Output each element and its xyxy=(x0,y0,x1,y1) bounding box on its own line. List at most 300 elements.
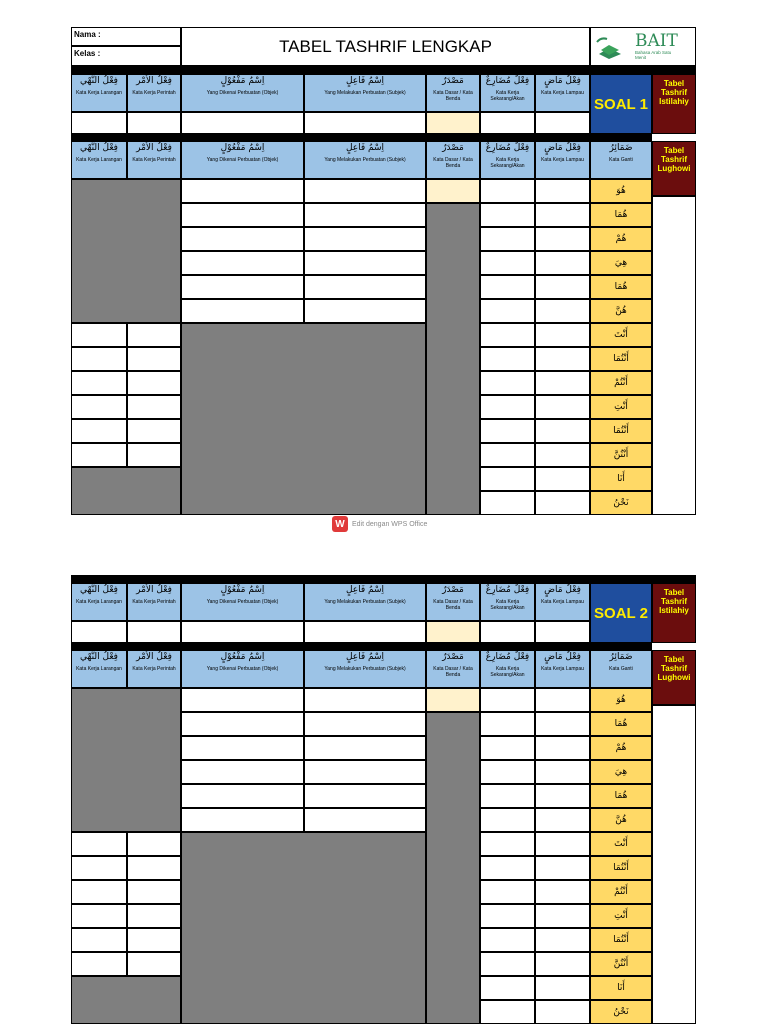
soal2-lughowi-label xyxy=(652,650,696,705)
soal1-madhi-cell-13[interactable] xyxy=(535,491,590,515)
soal2-istilahiy-answer-1[interactable] xyxy=(127,621,181,643)
soal2-mudhari-cell-8[interactable] xyxy=(480,880,535,904)
column-translation-label: Kata Ganti xyxy=(609,157,633,163)
soal1-lughowi-header-5 xyxy=(480,141,535,179)
kelas-label: Kelas : xyxy=(74,49,101,58)
soal1-nahi-cell-7[interactable] xyxy=(71,347,127,371)
soal2-madhi-cell-6[interactable] xyxy=(535,832,590,856)
soal2-pronoun-11 xyxy=(590,952,652,976)
soal2-fail-cell-3[interactable] xyxy=(304,760,426,784)
soal2-label xyxy=(590,583,652,643)
soal2-mudhari-cell-10[interactable] xyxy=(480,928,535,952)
column-translation-label: Yang Dikenai Perbuatan (Objek) xyxy=(206,666,279,672)
soal2-amr-cell-11[interactable] xyxy=(127,952,181,976)
soal1-mudhari-cell-5[interactable] xyxy=(480,299,535,323)
soal2-fail-cell-5[interactable] xyxy=(304,808,426,832)
soal1-mudhari-cell-11[interactable] xyxy=(480,443,535,467)
soal2-istilahiy-answer-5[interactable] xyxy=(480,621,535,643)
soal1-maful-cell-5[interactable] xyxy=(181,299,304,323)
soal1-pronoun-4 xyxy=(590,275,652,299)
pronoun-text: هُمَا xyxy=(614,210,628,220)
lughowi-label-text: Tabel Tashrif Lughowi xyxy=(657,146,691,173)
soal2-mudhari-cell-12[interactable] xyxy=(480,976,535,1000)
soal2-pronoun-10 xyxy=(590,928,652,952)
soal2-maful-cell-1[interactable] xyxy=(181,712,304,736)
soal1-pronoun-10 xyxy=(590,419,652,443)
soal-label-text: SOAL 2 xyxy=(594,604,648,622)
soal2-amr-cell-10[interactable] xyxy=(127,928,181,952)
page-title xyxy=(181,27,590,66)
soal1-pronoun-6 xyxy=(590,323,652,347)
soal2-istilahiy-header-0 xyxy=(71,583,127,621)
soal1-label xyxy=(590,74,652,134)
soal1-istilahiy-answer-2[interactable] xyxy=(181,112,304,134)
pronoun-text: هُمَا xyxy=(614,719,628,729)
soal2-lughowi-header-4 xyxy=(426,650,480,688)
soal2-mudhari-cell-13[interactable] xyxy=(480,1000,535,1024)
soal2-pronoun-9 xyxy=(590,904,652,928)
wps-logo-icon: W xyxy=(332,516,348,532)
istilahiy-label-text: Tabel Tashrif Istilahiy xyxy=(659,588,689,615)
soal2-madhi-cell-0[interactable] xyxy=(535,688,590,712)
pronoun-text: أَنْتِ xyxy=(614,911,628,921)
column-translation-label: Kata Kerja Lampau xyxy=(541,90,584,96)
soal2-pronoun-1 xyxy=(590,712,652,736)
nama-field[interactable] xyxy=(71,27,181,46)
soal2-amr-cell-6[interactable] xyxy=(127,832,181,856)
column-arabic-label: مَصْدَرٌ xyxy=(442,76,464,86)
soal1-fail-maful-blocked xyxy=(181,323,426,515)
soal1-amr-cell-10[interactable] xyxy=(127,419,181,443)
column-arabic-label: فِعْلٌ مَاضٍ xyxy=(544,76,581,86)
soal2-mudhari-cell-2[interactable] xyxy=(480,736,535,760)
soal1-mudhari-cell-10[interactable] xyxy=(480,419,535,443)
soal1-fail-cell-2[interactable] xyxy=(304,227,426,251)
soal1-amr-cell-7[interactable] xyxy=(127,347,181,371)
column-translation-label: Kata Kerja Perintah xyxy=(132,90,176,96)
pronoun-text: أَنْتُمَا xyxy=(613,426,629,436)
soal2-madhi-cell-9[interactable] xyxy=(535,904,590,928)
column-arabic-label: مَصْدَرٌ xyxy=(442,652,464,662)
wps-edit-text: Edit dengan WPS Office xyxy=(352,520,428,528)
soal1-istilahiy-answer-1[interactable] xyxy=(127,112,181,134)
soal2-istilahiy-answer-6[interactable] xyxy=(535,621,590,643)
soal2-nahi-amr-blocked-bottom xyxy=(71,976,181,1024)
soal2-fail-cell-0[interactable] xyxy=(304,688,426,712)
soal1-istilahiy-header-3 xyxy=(304,74,426,112)
soal1-lughowi-header-2 xyxy=(181,141,304,179)
soal2-nahi-cell-8[interactable] xyxy=(71,880,127,904)
soal1-istilahiy-answer-5[interactable] xyxy=(480,112,535,134)
soal2-pronoun-4 xyxy=(590,784,652,808)
soal1-lughowi-side-blank xyxy=(652,196,696,515)
column-arabic-label: فِعْلُ النَّهْي xyxy=(80,585,118,595)
soal2-madhi-cell-3[interactable] xyxy=(535,760,590,784)
logo-text: BAIT xyxy=(635,31,678,51)
column-translation-label: Yang Dikenai Perbuatan (Objek) xyxy=(206,599,279,605)
soal1-madhi-cell-5[interactable] xyxy=(535,299,590,323)
column-translation-label: Kata Kerja Larangan xyxy=(76,157,122,163)
column-translation-label: Yang Melakukan Perbuatan (Subjek) xyxy=(324,666,406,672)
soal1-nahi-cell-9[interactable] xyxy=(71,395,127,419)
logo-subtitle: Bahasa Arab Satu Menit xyxy=(635,50,672,60)
column-translation-label: Kata Kerja Sekarang/Akan xyxy=(490,157,525,169)
soal1-lughowi-header-3 xyxy=(304,141,426,179)
soal1-masdar-blocked xyxy=(426,203,480,515)
soal1-madhi-cell-8[interactable] xyxy=(535,371,590,395)
soal2-nahi-cell-10[interactable] xyxy=(71,928,127,952)
pronoun-text: هُوَ xyxy=(616,186,626,196)
column-translation-label: Kata Kerja Perintah xyxy=(132,157,176,163)
soal2-pronoun-0 xyxy=(590,688,652,712)
soal1-madhi-cell-4[interactable] xyxy=(535,275,590,299)
pronoun-text: هُنَّ xyxy=(615,306,627,316)
soal2-mudhari-cell-9[interactable] xyxy=(480,904,535,928)
soal2-pronoun-5 xyxy=(590,808,652,832)
column-arabic-label: اِسْمُ مَفْعُوْلٍ xyxy=(220,585,265,595)
soal2-mudhari-cell-7[interactable] xyxy=(480,856,535,880)
soal1-mudhari-cell-3[interactable] xyxy=(480,251,535,275)
soal1-nahi-cell-6[interactable] xyxy=(71,323,127,347)
soal2-istilahiy-header-5 xyxy=(480,583,535,621)
soal2-mudhari-cell-3[interactable] xyxy=(480,760,535,784)
soal1-pronoun-9 xyxy=(590,395,652,419)
soal1-mudhari-cell-8[interactable] xyxy=(480,371,535,395)
soal1-madhi-cell-1[interactable] xyxy=(535,203,590,227)
soal1-istilahiy-answer-4[interactable] xyxy=(426,112,480,134)
pronoun-text: أَنْتُنَّ xyxy=(613,959,629,969)
column-arabic-label: اِسْمُ فَاعِلٍ xyxy=(345,143,385,153)
wps-watermark[interactable] xyxy=(332,515,452,533)
soal1-pronoun-3 xyxy=(590,251,652,275)
soal2-madhi-cell-13[interactable] xyxy=(535,1000,590,1024)
column-arabic-label: فِعْلٌ مُضَارِعٌ xyxy=(485,585,530,595)
soal1-mudhari-cell-2[interactable] xyxy=(480,227,535,251)
soal1-pronoun-5 xyxy=(590,299,652,323)
pronoun-text: أَنْتُمَا xyxy=(613,354,629,364)
soal1-madhi-cell-12[interactable] xyxy=(535,467,590,491)
soal1-madhi-cell-11[interactable] xyxy=(535,443,590,467)
soal-label-text: SOAL 1 xyxy=(594,95,648,113)
soal2-lughowi-side-blank xyxy=(652,705,696,1024)
soal2-mudhari-cell-11[interactable] xyxy=(480,952,535,976)
soal2-istilahiy-label xyxy=(652,583,696,643)
column-translation-label: Yang Dikenai Perbuatan (Objek) xyxy=(206,157,279,163)
pronoun-text: نَحْنُ xyxy=(613,498,629,508)
column-arabic-label: فِعْلُ النَّهْي xyxy=(80,143,118,153)
soal2-istilahiy-answer-3[interactable] xyxy=(304,621,426,643)
soal1-mudhari-cell-9[interactable] xyxy=(480,395,535,419)
pronoun-text: هُمَا xyxy=(614,791,628,801)
soal2-istilahiy-header-6 xyxy=(535,583,590,621)
soal2-maful-cell-0[interactable] xyxy=(181,688,304,712)
soal2-istilahiy-header-3 xyxy=(304,583,426,621)
soal1-mudhari-cell-4[interactable] xyxy=(480,275,535,299)
soal1-nahi-cell-11[interactable] xyxy=(71,443,127,467)
column-arabic-label: فِعْلُ الأمْر xyxy=(136,585,172,595)
soal1-fail-cell-1[interactable] xyxy=(304,203,426,227)
column-translation-label: Kata Dasar / Kata Benda xyxy=(433,90,473,102)
column-translation-label: Yang Melakukan Perbuatan (Subjek) xyxy=(324,157,406,163)
column-arabic-label: ضَمَائِرُ xyxy=(609,143,633,153)
soal1-amr-cell-9[interactable] xyxy=(127,395,181,419)
soal1-istilahiy-header-6 xyxy=(535,74,590,112)
column-arabic-label: مَصْدَرٌ xyxy=(442,143,464,153)
pronoun-text: هُمْ xyxy=(615,743,627,753)
soal1-istilahiy-header-4 xyxy=(426,74,480,112)
column-arabic-label: اِسْمُ فَاعِلٍ xyxy=(345,585,385,595)
soal1-mudhari-cell-0[interactable] xyxy=(480,179,535,203)
column-arabic-label: فِعْلُ الأمْر xyxy=(136,652,172,662)
soal1-mudhari-cell-7[interactable] xyxy=(480,347,535,371)
soal2-pronoun-7 xyxy=(590,856,652,880)
soal2-istilahiy-answer-0[interactable] xyxy=(71,621,127,643)
soal1-maful-cell-2[interactable] xyxy=(181,227,304,251)
soal2-amr-cell-8[interactable] xyxy=(127,880,181,904)
soal1-mudhari-cell-12[interactable] xyxy=(480,467,535,491)
soal1-madhi-cell-2[interactable] xyxy=(535,227,590,251)
soal1-pronoun-1 xyxy=(590,203,652,227)
soal2-maful-cell-5[interactable] xyxy=(181,808,304,832)
soal2-pronoun-2 xyxy=(590,736,652,760)
soal2-madhi-cell-10[interactable] xyxy=(535,928,590,952)
soal2-mudhari-cell-4[interactable] xyxy=(480,784,535,808)
soal2-maful-cell-4[interactable] xyxy=(181,784,304,808)
column-arabic-label: فِعْلُ الأمْر xyxy=(136,76,172,86)
soal1-pronoun-8 xyxy=(590,371,652,395)
column-arabic-label: فِعْلُ الأمْر xyxy=(136,143,172,153)
pronoun-text: أَنْتُمَا xyxy=(613,863,629,873)
soal2-nahi-amr-blocked-top xyxy=(71,688,181,832)
soal2-madhi-cell-4[interactable] xyxy=(535,784,590,808)
soal2-istilahiy-answer-4[interactable] xyxy=(426,621,480,643)
pronoun-text: هُوَ xyxy=(616,695,626,705)
column-translation-label: Kata Kerja Larangan xyxy=(76,599,122,605)
soal2-pronoun-8 xyxy=(590,880,652,904)
soal2-lughowi-header-5 xyxy=(480,650,535,688)
soal1-fail-cell-4[interactable] xyxy=(304,275,426,299)
soal2-istilahiy-answer-2[interactable] xyxy=(181,621,304,643)
pronoun-text: أَنَا xyxy=(617,983,625,993)
column-arabic-label: اِسْمُ فَاعِلٍ xyxy=(345,652,385,662)
column-translation-label: Kata Dasar / Kata Benda xyxy=(433,599,473,611)
soal1-istilahiy-answer-6[interactable] xyxy=(535,112,590,134)
soal1-nahi-cell-8[interactable] xyxy=(71,371,127,395)
soal2-lughowi-header-2 xyxy=(181,650,304,688)
soal2-masdar-blocked xyxy=(426,712,480,1024)
soal2-top-bar xyxy=(71,575,696,583)
pronoun-text: أَنْتَ xyxy=(614,839,628,849)
soal2-madhi-cell-1[interactable] xyxy=(535,712,590,736)
soal2-fail-cell-4[interactable] xyxy=(304,784,426,808)
soal1-istilahiy-header-1 xyxy=(127,74,181,112)
pronoun-text: أَنْتَ xyxy=(614,330,628,340)
soal2-mudhari-cell-0[interactable] xyxy=(480,688,535,712)
soal1-pronoun-2 xyxy=(590,227,652,251)
soal1-madhi-cell-6[interactable] xyxy=(535,323,590,347)
soal1-lughowi-header-0 xyxy=(71,141,127,179)
soal1-amr-cell-6[interactable] xyxy=(127,323,181,347)
soal1-madhi-cell-10[interactable] xyxy=(535,419,590,443)
soal1-amr-cell-11[interactable] xyxy=(127,443,181,467)
soal1-fail-cell-5[interactable] xyxy=(304,299,426,323)
column-arabic-label: اِسْمُ مَفْعُوْلٍ xyxy=(220,143,265,153)
column-translation-label: Yang Melakukan Perbuatan (Subjek) xyxy=(324,90,406,96)
column-arabic-label: مَصْدَرٌ xyxy=(442,585,464,595)
pronoun-text: هُمَا xyxy=(614,282,628,292)
soal1-maful-cell-1[interactable] xyxy=(181,203,304,227)
soal2-madhi-cell-5[interactable] xyxy=(535,808,590,832)
column-translation-label: Kata Kerja Perintah xyxy=(132,599,176,605)
soal1-pronoun-11 xyxy=(590,443,652,467)
column-arabic-label: فِعْلٌ مُضَارِعٌ xyxy=(485,76,530,86)
soal1-nahi-amr-blocked-bottom xyxy=(71,467,181,515)
soal1-top-bar xyxy=(71,66,696,74)
pronoun-text: أَنْتِ xyxy=(614,402,628,412)
soal1-mudhari-cell-13[interactable] xyxy=(480,491,535,515)
soal2-pronoun-6 xyxy=(590,832,652,856)
pronoun-text: أَنْتُمَا xyxy=(613,935,629,945)
column-translation-label: Kata Kerja Sekarang/Akan xyxy=(490,90,525,102)
soal2-middle-bar xyxy=(71,643,652,650)
soal2-istilahiy-header-1 xyxy=(127,583,181,621)
column-arabic-label: اِسْمُ فَاعِلٍ xyxy=(345,76,385,86)
soal2-madhi-cell-8[interactable] xyxy=(535,880,590,904)
soal1-nahi-amr-blocked-top xyxy=(71,179,181,323)
soal2-pronoun-12 xyxy=(590,976,652,1000)
soal1-middle-bar xyxy=(71,134,652,141)
column-translation-label: Kata Kerja Sekarang/Akan xyxy=(490,666,525,678)
column-translation-label: Kata Kerja Lampau xyxy=(541,157,584,163)
column-translation-label: Kata Ganti xyxy=(609,666,633,672)
soal1-nahi-cell-10[interactable] xyxy=(71,419,127,443)
column-arabic-label: ضَمَائِرُ xyxy=(609,652,633,662)
soal1-mudhari-cell-6[interactable] xyxy=(480,323,535,347)
soal2-nahi-cell-9[interactable] xyxy=(71,904,127,928)
soal1-maful-cell-0[interactable] xyxy=(181,179,304,203)
soal2-masdar-cell[interactable] xyxy=(426,688,480,712)
istilahiy-label-text: Tabel Tashrif Istilahiy xyxy=(659,79,689,106)
column-arabic-label: اِسْمُ مَفْعُوْلٍ xyxy=(220,652,265,662)
soal2-fail-cell-1[interactable] xyxy=(304,712,426,736)
soal1-istilahiy-label xyxy=(652,74,696,134)
soal1-fail-cell-0[interactable] xyxy=(304,179,426,203)
pronoun-text: أَنْتُنَّ xyxy=(613,450,629,460)
soal2-pronoun-13 xyxy=(590,1000,652,1024)
soal1-mudhari-cell-1[interactable] xyxy=(480,203,535,227)
soal1-istilahiy-header-2 xyxy=(181,74,304,112)
soal2-mudhari-cell-5[interactable] xyxy=(480,808,535,832)
soal1-pronoun-7 xyxy=(590,347,652,371)
soal2-nahi-cell-6[interactable] xyxy=(71,832,127,856)
soal2-fail-maful-blocked xyxy=(181,832,426,1024)
soal1-pronoun-12 xyxy=(590,467,652,491)
soal2-amr-cell-9[interactable] xyxy=(127,904,181,928)
soal2-fail-cell-2[interactable] xyxy=(304,736,426,760)
soal1-lughowi-header-7 xyxy=(590,141,652,179)
soal2-istilahiy-header-2 xyxy=(181,583,304,621)
soal2-pronoun-3 xyxy=(590,760,652,784)
column-arabic-label: فِعْلٌ مُضَارِعٌ xyxy=(485,143,530,153)
soal2-mudhari-cell-6[interactable] xyxy=(480,832,535,856)
soal1-istilahiy-answer-3[interactable] xyxy=(304,112,426,134)
soal2-lughowi-header-7 xyxy=(590,650,652,688)
soal1-pronoun-0 xyxy=(590,179,652,203)
soal1-lughowi-header-6 xyxy=(535,141,590,179)
soal1-pronoun-13 xyxy=(590,491,652,515)
column-translation-label: Kata Dasar / Kata Benda xyxy=(433,157,473,169)
column-arabic-label: اِسْمُ مَفْعُوْلٍ xyxy=(220,76,265,86)
soal2-lughowi-header-1 xyxy=(127,650,181,688)
soal2-madhi-cell-11[interactable] xyxy=(535,952,590,976)
column-arabic-label: فِعْلٌ مَاضٍ xyxy=(544,143,581,153)
column-translation-label: Kata Kerja Lampau xyxy=(541,599,584,605)
soal1-istilahiy-answer-0[interactable] xyxy=(71,112,127,134)
soal1-madhi-cell-0[interactable] xyxy=(535,179,590,203)
soal2-lughowi-header-3 xyxy=(304,650,426,688)
column-arabic-label: فِعْلٌ مُضَارِعٌ xyxy=(485,652,530,662)
page-title-text: TABEL TASHRIF LENGKAP xyxy=(279,36,492,56)
soal1-maful-cell-4[interactable] xyxy=(181,275,304,299)
column-translation-label: Kata Kerja Perintah xyxy=(132,666,176,672)
lughowi-label-text: Tabel Tashrif Lughowi xyxy=(657,655,691,682)
soal2-madhi-cell-12[interactable] xyxy=(535,976,590,1000)
soal1-fail-cell-3[interactable] xyxy=(304,251,426,275)
column-translation-label: Kata Kerja Sekarang/Akan xyxy=(490,599,525,611)
soal1-madhi-cell-7[interactable] xyxy=(535,347,590,371)
column-translation-label: Yang Dikenai Perbuatan (Objek) xyxy=(206,90,279,96)
soal1-lughowi-header-1 xyxy=(127,141,181,179)
soal1-istilahiy-header-0 xyxy=(71,74,127,112)
pronoun-text: هِيَ xyxy=(614,767,628,777)
soal1-lughowi-label xyxy=(652,141,696,196)
soal1-madhi-cell-9[interactable] xyxy=(535,395,590,419)
soal2-lughowi-header-0 xyxy=(71,650,127,688)
soal2-nahi-cell-7[interactable] xyxy=(71,856,127,880)
soal2-nahi-cell-11[interactable] xyxy=(71,952,127,976)
soal1-lughowi-header-4 xyxy=(426,141,480,179)
soal2-madhi-cell-7[interactable] xyxy=(535,856,590,880)
pronoun-text: أَنَا xyxy=(617,474,625,484)
soal1-maful-cell-3[interactable] xyxy=(181,251,304,275)
soal2-amr-cell-7[interactable] xyxy=(127,856,181,880)
column-arabic-label: فِعْلٌ مَاضٍ xyxy=(544,585,581,595)
bait-logo xyxy=(590,27,696,66)
column-arabic-label: فِعْلُ النَّهْي xyxy=(80,76,118,86)
column-translation-label: Kata Dasar / Kata Benda xyxy=(433,666,473,678)
pronoun-text: نَحْنُ xyxy=(613,1007,629,1017)
pronoun-text: أَنْتُمْ xyxy=(614,378,628,388)
soal2-lughowi-header-6 xyxy=(535,650,590,688)
pronoun-text: هُنَّ xyxy=(615,815,627,825)
kelas-field[interactable] xyxy=(71,46,181,66)
column-translation-label: Yang Melakukan Perbuatan (Subjek) xyxy=(324,599,406,605)
soal2-madhi-cell-2[interactable] xyxy=(535,736,590,760)
column-translation-label: Kata Kerja Lampau xyxy=(541,666,584,672)
soal2-maful-cell-2[interactable] xyxy=(181,736,304,760)
nama-label: Nama : xyxy=(74,30,101,39)
soal1-masdar-cell[interactable] xyxy=(426,179,480,203)
pronoun-text: هُمْ xyxy=(615,234,627,244)
pronoun-text: هِيَ xyxy=(614,258,628,268)
soal2-mudhari-cell-1[interactable] xyxy=(480,712,535,736)
column-arabic-label: فِعْلٌ مَاضٍ xyxy=(544,652,581,662)
column-translation-label: Kata Kerja Larangan xyxy=(76,666,122,672)
soal1-amr-cell-8[interactable] xyxy=(127,371,181,395)
soal1-madhi-cell-3[interactable] xyxy=(535,251,590,275)
soal2-maful-cell-3[interactable] xyxy=(181,760,304,784)
column-translation-label: Kata Kerja Larangan xyxy=(76,90,122,96)
